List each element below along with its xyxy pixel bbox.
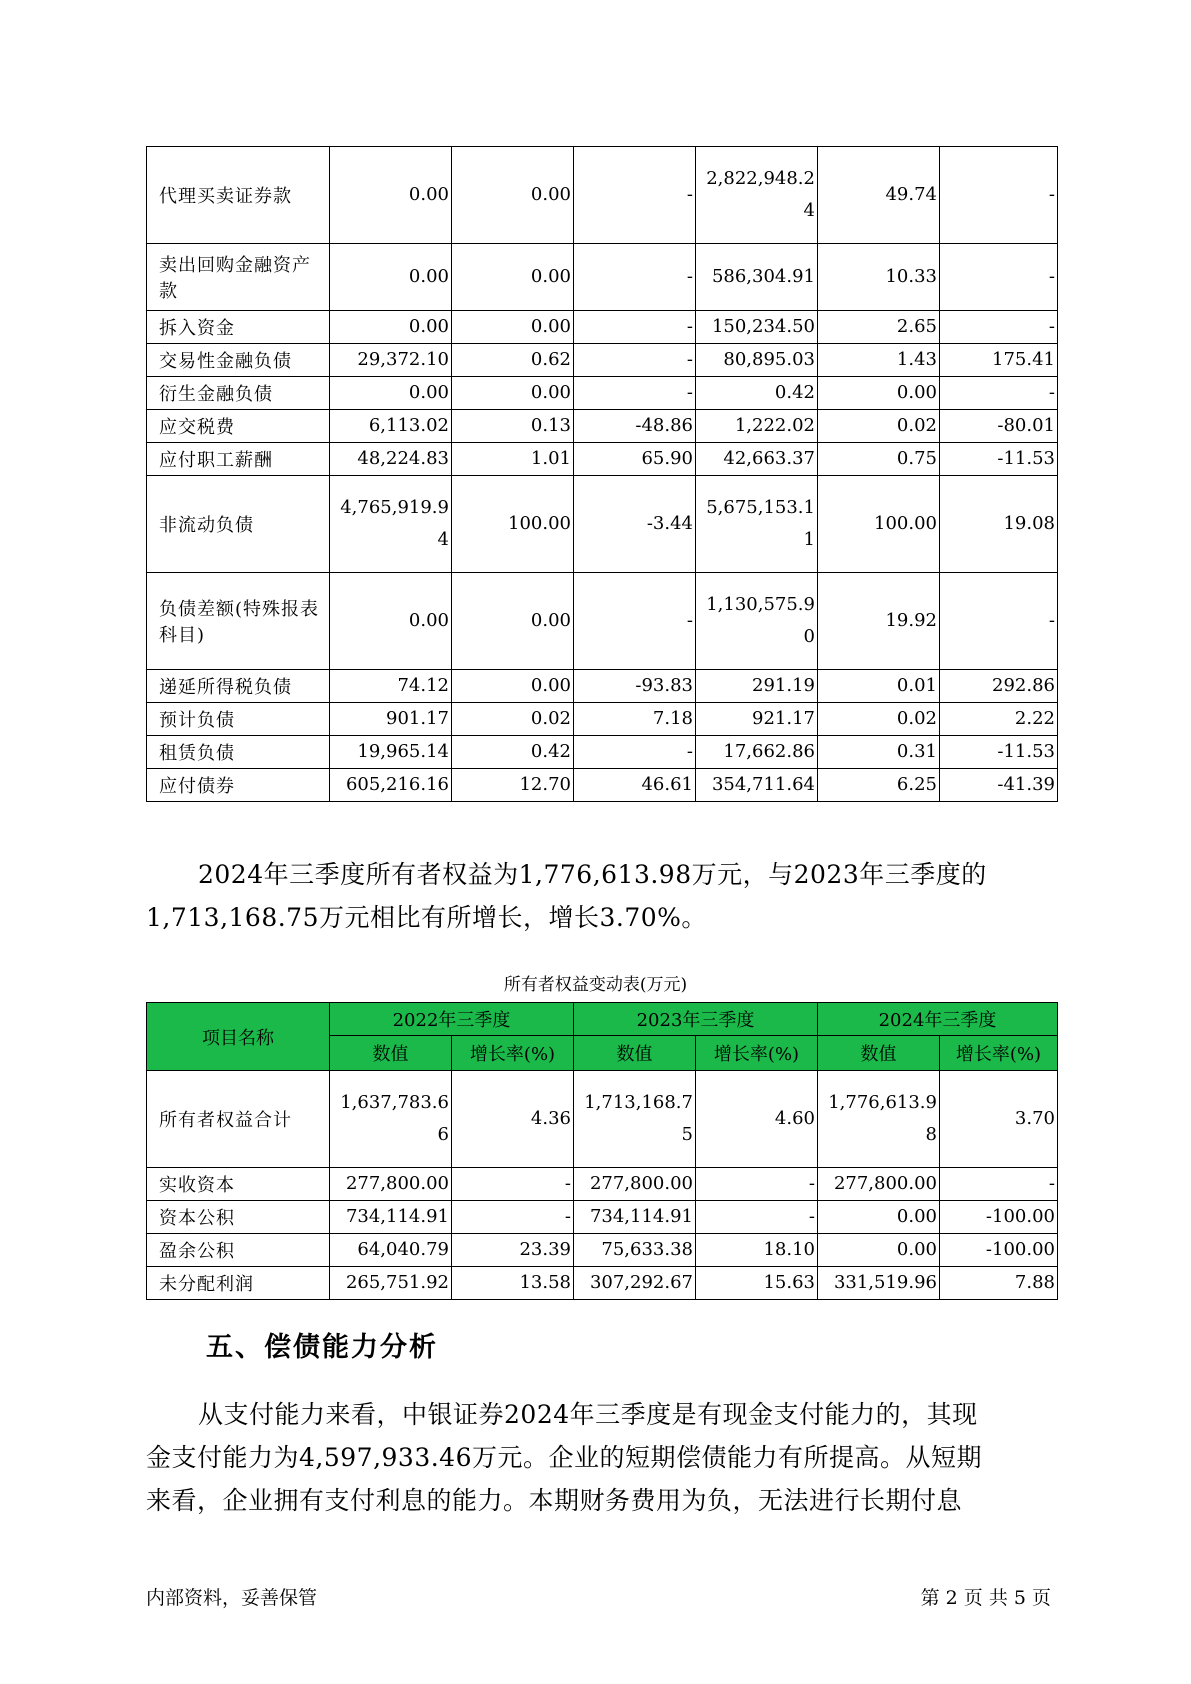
cell-v2 [574, 1234, 696, 1267]
cell-value: -11.53 [997, 448, 1055, 469]
row-label: 应付职工薪酬 [147, 443, 330, 476]
cell-value: - [564, 1173, 571, 1194]
cell-v1 [330, 1234, 452, 1267]
cell-value: - [686, 266, 693, 287]
cell-c3 [574, 244, 696, 311]
header-period-2023: 2023年三季度 [574, 1003, 818, 1036]
cell-v2 [574, 1201, 696, 1234]
cell-c2 [452, 670, 574, 703]
cell-c2 [452, 377, 574, 410]
cell-c5 [818, 377, 940, 410]
cell-value: 10.33 [885, 266, 937, 287]
cell-value: 1.43 [896, 349, 937, 370]
cell-value: 175.41 [992, 349, 1055, 370]
cell-value: 19,965.14 [357, 741, 449, 762]
cell-value: 0.13 [530, 415, 571, 436]
cell-g3 [940, 1267, 1058, 1300]
cell-v1 [330, 1201, 452, 1234]
cell-c1 [330, 244, 452, 311]
table-row [147, 311, 1058, 344]
cell-g3 [940, 1071, 1058, 1168]
table-row [147, 1234, 1058, 1267]
cell-value: 0.00 [408, 266, 449, 287]
cell-c1 [330, 670, 452, 703]
footer-confidential: 内部资料，妥善保管 [146, 1587, 318, 1609]
cell-value: 0.00 [408, 184, 449, 205]
cell-value: 1,222.02 [734, 415, 815, 436]
row-label: 应交税费 [147, 410, 330, 443]
cell-c5 [818, 311, 940, 344]
cell-value: 0.00 [530, 382, 571, 403]
cell-c4 [696, 476, 818, 573]
cell-value: 1,637,783.66 [340, 1092, 449, 1145]
cell-value: 307,292.67 [589, 1272, 693, 1293]
cell-c4 [696, 147, 818, 244]
cell-value: -11.53 [997, 741, 1055, 762]
cell-value: 0.00 [530, 610, 571, 631]
cell-value: 734,114.91 [345, 1206, 449, 1227]
cell-v1 [330, 1168, 452, 1201]
cell-value: 0.00 [408, 610, 449, 631]
cell-c3 [574, 377, 696, 410]
cell-value: 4.60 [774, 1108, 815, 1129]
cell-value: 291.19 [752, 675, 815, 696]
row-label: 交易性金融负债 [147, 344, 330, 377]
cell-value: - [686, 610, 693, 631]
row-label: 租赁负债 [147, 736, 330, 769]
cell-value: 6.25 [896, 774, 937, 795]
cell-value: 734,114.91 [589, 1206, 693, 1227]
paragraph-line: 从支付能力来看，中银证券2024年三季度是有现金支付能力的，其现 [198, 1400, 978, 1429]
header-growth: 增长率(%) [452, 1036, 574, 1071]
cell-c3 [574, 736, 696, 769]
cell-value: 0.00 [530, 266, 571, 287]
cell-value: 277,800.00 [589, 1173, 693, 1194]
cell-value: 4,765,919.94 [340, 497, 449, 550]
cell-c1 [330, 573, 452, 670]
solvency-paragraph-line2 [146, 1436, 1046, 1479]
cell-c4 [696, 344, 818, 377]
cell-value: 0.02 [896, 708, 937, 729]
cell-c4 [696, 703, 818, 736]
row-label: 实收资本 [147, 1168, 330, 1201]
row-label: 卖出回购金融资产款 [147, 244, 330, 311]
cell-value: 42,663.37 [723, 448, 815, 469]
table-row [147, 769, 1058, 802]
table-row [147, 1071, 1058, 1168]
cell-c1 [330, 311, 452, 344]
cell-value: - [686, 382, 693, 403]
cell-value: 0.31 [896, 741, 937, 762]
cell-c4 [696, 670, 818, 703]
table-row [147, 736, 1058, 769]
cell-c3 [574, 311, 696, 344]
row-label: 衍生金融负债 [147, 377, 330, 410]
cell-v2 [574, 1267, 696, 1300]
cell-value: -3.44 [646, 513, 693, 534]
cell-value: 100.00 [508, 513, 571, 534]
cell-g1 [452, 1267, 574, 1300]
cell-value: - [686, 741, 693, 762]
cell-v2 [574, 1071, 696, 1168]
cell-value: 7.88 [1014, 1272, 1055, 1293]
row-label: 盈余公积 [147, 1234, 330, 1267]
section-title: 五、偿债能力分析 [206, 1332, 438, 1363]
cell-c2 [452, 736, 574, 769]
cell-value: 354,711.64 [711, 774, 815, 795]
cell-c6 [940, 769, 1058, 802]
cell-c3 [574, 410, 696, 443]
cell-c6 [940, 476, 1058, 573]
cell-value: -80.01 [997, 415, 1055, 436]
cell-c5 [818, 344, 940, 377]
cell-value: 64,040.79 [357, 1239, 449, 1260]
cell-c4 [696, 311, 818, 344]
cell-g3 [940, 1201, 1058, 1234]
cell-value: 0.00 [530, 675, 571, 696]
cell-value: 75,633.38 [601, 1239, 693, 1260]
cell-c5 [818, 147, 940, 244]
cell-c4 [696, 769, 818, 802]
cell-c3 [574, 573, 696, 670]
cell-value: 0.02 [530, 708, 571, 729]
cell-value: - [1048, 1173, 1055, 1194]
cell-c6 [940, 344, 1058, 377]
cell-value: 2.22 [1014, 708, 1055, 729]
cell-value: 1,713,168.75 [584, 1092, 693, 1145]
cell-value: 265,751.92 [345, 1272, 449, 1293]
cell-v1 [330, 1267, 452, 1300]
footer-page-number: 第 2 页 共 5 页 [920, 1587, 1051, 1609]
cell-value: 901.17 [386, 708, 449, 729]
cell-value: - [564, 1206, 571, 1227]
cell-value: 49.74 [885, 184, 937, 205]
cell-value: 12.70 [519, 774, 571, 795]
paragraph-line: 1,713,168.75万元相比有所增长，增长3.70%。 [146, 903, 707, 932]
cell-c3 [574, 344, 696, 377]
header-value: 数值 [574, 1036, 696, 1071]
cell-value: 0.02 [896, 415, 937, 436]
cell-g3 [940, 1234, 1058, 1267]
cell-c3 [574, 703, 696, 736]
cell-value: - [1048, 610, 1055, 631]
solvency-paragraph-line1 [198, 1393, 1058, 1436]
cell-c2 [452, 410, 574, 443]
cell-c5 [818, 670, 940, 703]
cell-c6 [940, 311, 1058, 344]
cell-g2 [696, 1201, 818, 1234]
cell-c5 [818, 573, 940, 670]
cell-c1 [330, 377, 452, 410]
cell-value: 0.00 [896, 382, 937, 403]
paragraph-line: 来看，企业拥有支付利息的能力。本期财务费用为负，无法进行长期付息 [146, 1486, 963, 1515]
cell-c1 [330, 703, 452, 736]
cell-value: 100.00 [874, 513, 937, 534]
cell-value: 331,519.96 [833, 1272, 937, 1293]
cell-c5 [818, 244, 940, 311]
table-row [147, 573, 1058, 670]
cell-c4 [696, 377, 818, 410]
cell-c6 [940, 410, 1058, 443]
cell-g2 [696, 1071, 818, 1168]
cell-value: 1,130,575.90 [706, 594, 815, 647]
cell-value: 48,224.83 [357, 448, 449, 469]
row-label: 拆入资金 [147, 311, 330, 344]
table-row [147, 1267, 1058, 1300]
cell-value: 5,675,153.11 [706, 497, 815, 550]
cell-c6 [940, 703, 1058, 736]
cell-value: - [808, 1173, 815, 1194]
equity-table-caption: 所有者权益变动表(万元) [503, 975, 688, 995]
cell-c5 [818, 703, 940, 736]
cell-v3 [818, 1201, 940, 1234]
cell-c6 [940, 670, 1058, 703]
row-label: 负债差额(特殊报表科目) [147, 573, 330, 670]
cell-value: 13.58 [519, 1272, 571, 1293]
cell-value: - [1048, 266, 1055, 287]
cell-g1 [452, 1201, 574, 1234]
cell-value: - [686, 349, 693, 370]
table-row [147, 147, 1058, 244]
cell-c4 [696, 410, 818, 443]
cell-value: 19.92 [885, 610, 937, 631]
cell-value: 7.18 [652, 708, 693, 729]
cell-v2 [574, 1168, 696, 1201]
row-label: 资本公积 [147, 1201, 330, 1234]
cell-c3 [574, 769, 696, 802]
solvency-paragraph-line3 [146, 1479, 1046, 1522]
cell-g3 [940, 1168, 1058, 1201]
paragraph-line: 2024年三季度所有者权益为1,776,613.98万元，与2023年三季度的 [198, 860, 987, 889]
table-row [147, 703, 1058, 736]
cell-value: - [1048, 184, 1055, 205]
cell-c1 [330, 736, 452, 769]
cell-value: 277,800.00 [345, 1173, 449, 1194]
cell-value: - [808, 1206, 815, 1227]
header-growth: 增长率(%) [696, 1036, 818, 1071]
table-row [147, 476, 1058, 573]
cell-value: 6,113.02 [368, 415, 449, 436]
cell-c4 [696, 736, 818, 769]
row-label: 递延所得税负债 [147, 670, 330, 703]
cell-value: 1.01 [530, 448, 571, 469]
cell-value: 586,304.91 [711, 266, 815, 287]
cell-value: -93.83 [635, 675, 693, 696]
row-label: 非流动负债 [147, 476, 330, 573]
liabilities-table [146, 146, 1058, 802]
cell-value: 0.00 [896, 1206, 937, 1227]
header-value: 数值 [818, 1036, 940, 1071]
header-period-2024: 2024年三季度 [818, 1003, 1058, 1036]
cell-c2 [452, 443, 574, 476]
equity-summary-paragraph [198, 853, 1058, 896]
cell-c3 [574, 147, 696, 244]
cell-c2 [452, 147, 574, 244]
cell-value: 3.70 [1014, 1108, 1055, 1129]
equity-summary-paragraph-cont [146, 896, 1046, 939]
cell-c5 [818, 769, 940, 802]
cell-value: - [686, 184, 693, 205]
row-label: 未分配利润 [147, 1267, 330, 1300]
cell-g2 [696, 1234, 818, 1267]
table-row [147, 670, 1058, 703]
cell-g1 [452, 1071, 574, 1168]
cell-value: 0.00 [408, 382, 449, 403]
cell-g2 [696, 1267, 818, 1300]
cell-value: 0.00 [530, 184, 571, 205]
cell-value: 65.90 [641, 448, 693, 469]
table-row [147, 1168, 1058, 1201]
cell-value: 17,662.86 [723, 741, 815, 762]
cell-g1 [452, 1234, 574, 1267]
row-label: 应付债券 [147, 769, 330, 802]
cell-c2 [452, 703, 574, 736]
cell-v1 [330, 1071, 452, 1168]
cell-value: 0.01 [896, 675, 937, 696]
cell-value: -48.86 [635, 415, 693, 436]
cell-v3 [818, 1234, 940, 1267]
cell-value: 0.00 [530, 316, 571, 337]
cell-c6 [940, 736, 1058, 769]
cell-value: 2.65 [896, 316, 937, 337]
cell-v3 [818, 1267, 940, 1300]
cell-value: 23.39 [519, 1239, 571, 1260]
cell-value: 19.08 [1003, 513, 1055, 534]
cell-c1 [330, 443, 452, 476]
cell-value: 80,895.03 [723, 349, 815, 370]
cell-value: 4.36 [530, 1108, 571, 1129]
cell-v3 [818, 1168, 940, 1201]
row-label: 所有者权益合计 [147, 1071, 330, 1168]
row-label: 代理买卖证券款 [147, 147, 330, 244]
header-growth: 增长率(%) [940, 1036, 1058, 1071]
cell-g1 [452, 1168, 574, 1201]
cell-c3 [574, 670, 696, 703]
cell-value: 0.75 [896, 448, 937, 469]
cell-value: 292.86 [992, 675, 1055, 696]
cell-c4 [696, 573, 818, 670]
cell-value: -41.39 [997, 774, 1055, 795]
header-period-2022: 2022年三季度 [330, 1003, 574, 1036]
cell-value: 0.00 [896, 1239, 937, 1260]
cell-c3 [574, 476, 696, 573]
cell-c1 [330, 410, 452, 443]
cell-c6 [940, 147, 1058, 244]
cell-value: 46.61 [641, 774, 693, 795]
cell-value: - [1048, 316, 1055, 337]
cell-c2 [452, 244, 574, 311]
cell-value: 0.00 [408, 316, 449, 337]
paragraph-line: 金支付能力为4,597,933.46万元。企业的短期偿债能力有所提高。从短期 [146, 1443, 982, 1472]
cell-c2 [452, 311, 574, 344]
cell-c1 [330, 769, 452, 802]
cell-value: - [686, 316, 693, 337]
cell-value: 0.42 [530, 741, 571, 762]
table-row [147, 1201, 1058, 1234]
equity-table [146, 1002, 1058, 1300]
header-item-name: 项目名称 [147, 1003, 330, 1071]
cell-c5 [818, 443, 940, 476]
table-row [147, 244, 1058, 311]
cell-c5 [818, 476, 940, 573]
cell-value: 150,234.50 [711, 316, 815, 337]
cell-v3 [818, 1071, 940, 1168]
table-row [147, 344, 1058, 377]
cell-c1 [330, 344, 452, 377]
row-label: 预计负债 [147, 703, 330, 736]
cell-c1 [330, 476, 452, 573]
cell-c6 [940, 443, 1058, 476]
cell-c5 [818, 736, 940, 769]
cell-c3 [574, 443, 696, 476]
cell-value: 2,822,948.24 [706, 168, 815, 221]
table-row [147, 443, 1058, 476]
cell-value: 1,776,613.98 [828, 1092, 937, 1145]
cell-value: -100.00 [985, 1206, 1055, 1227]
cell-c2 [452, 573, 574, 670]
cell-g2 [696, 1168, 818, 1201]
cell-c6 [940, 244, 1058, 311]
cell-value: 74.12 [397, 675, 449, 696]
cell-value: 0.62 [530, 349, 571, 370]
cell-c6 [940, 377, 1058, 410]
cell-c4 [696, 443, 818, 476]
cell-c2 [452, 769, 574, 802]
cell-value: 921.17 [752, 708, 815, 729]
table-row [147, 377, 1058, 410]
cell-value: 15.63 [763, 1272, 815, 1293]
cell-c1 [330, 147, 452, 244]
cell-value: -100.00 [985, 1239, 1055, 1260]
table-row [147, 410, 1058, 443]
cell-value: 29,372.10 [357, 349, 449, 370]
cell-c5 [818, 410, 940, 443]
cell-value: 0.42 [774, 382, 815, 403]
cell-value: 277,800.00 [833, 1173, 937, 1194]
cell-c2 [452, 344, 574, 377]
cell-c4 [696, 244, 818, 311]
cell-value: 605,216.16 [345, 774, 449, 795]
cell-value: 18.10 [763, 1239, 815, 1260]
cell-c2 [452, 476, 574, 573]
header-value: 数值 [330, 1036, 452, 1071]
cell-c6 [940, 573, 1058, 670]
cell-value: - [1048, 382, 1055, 403]
